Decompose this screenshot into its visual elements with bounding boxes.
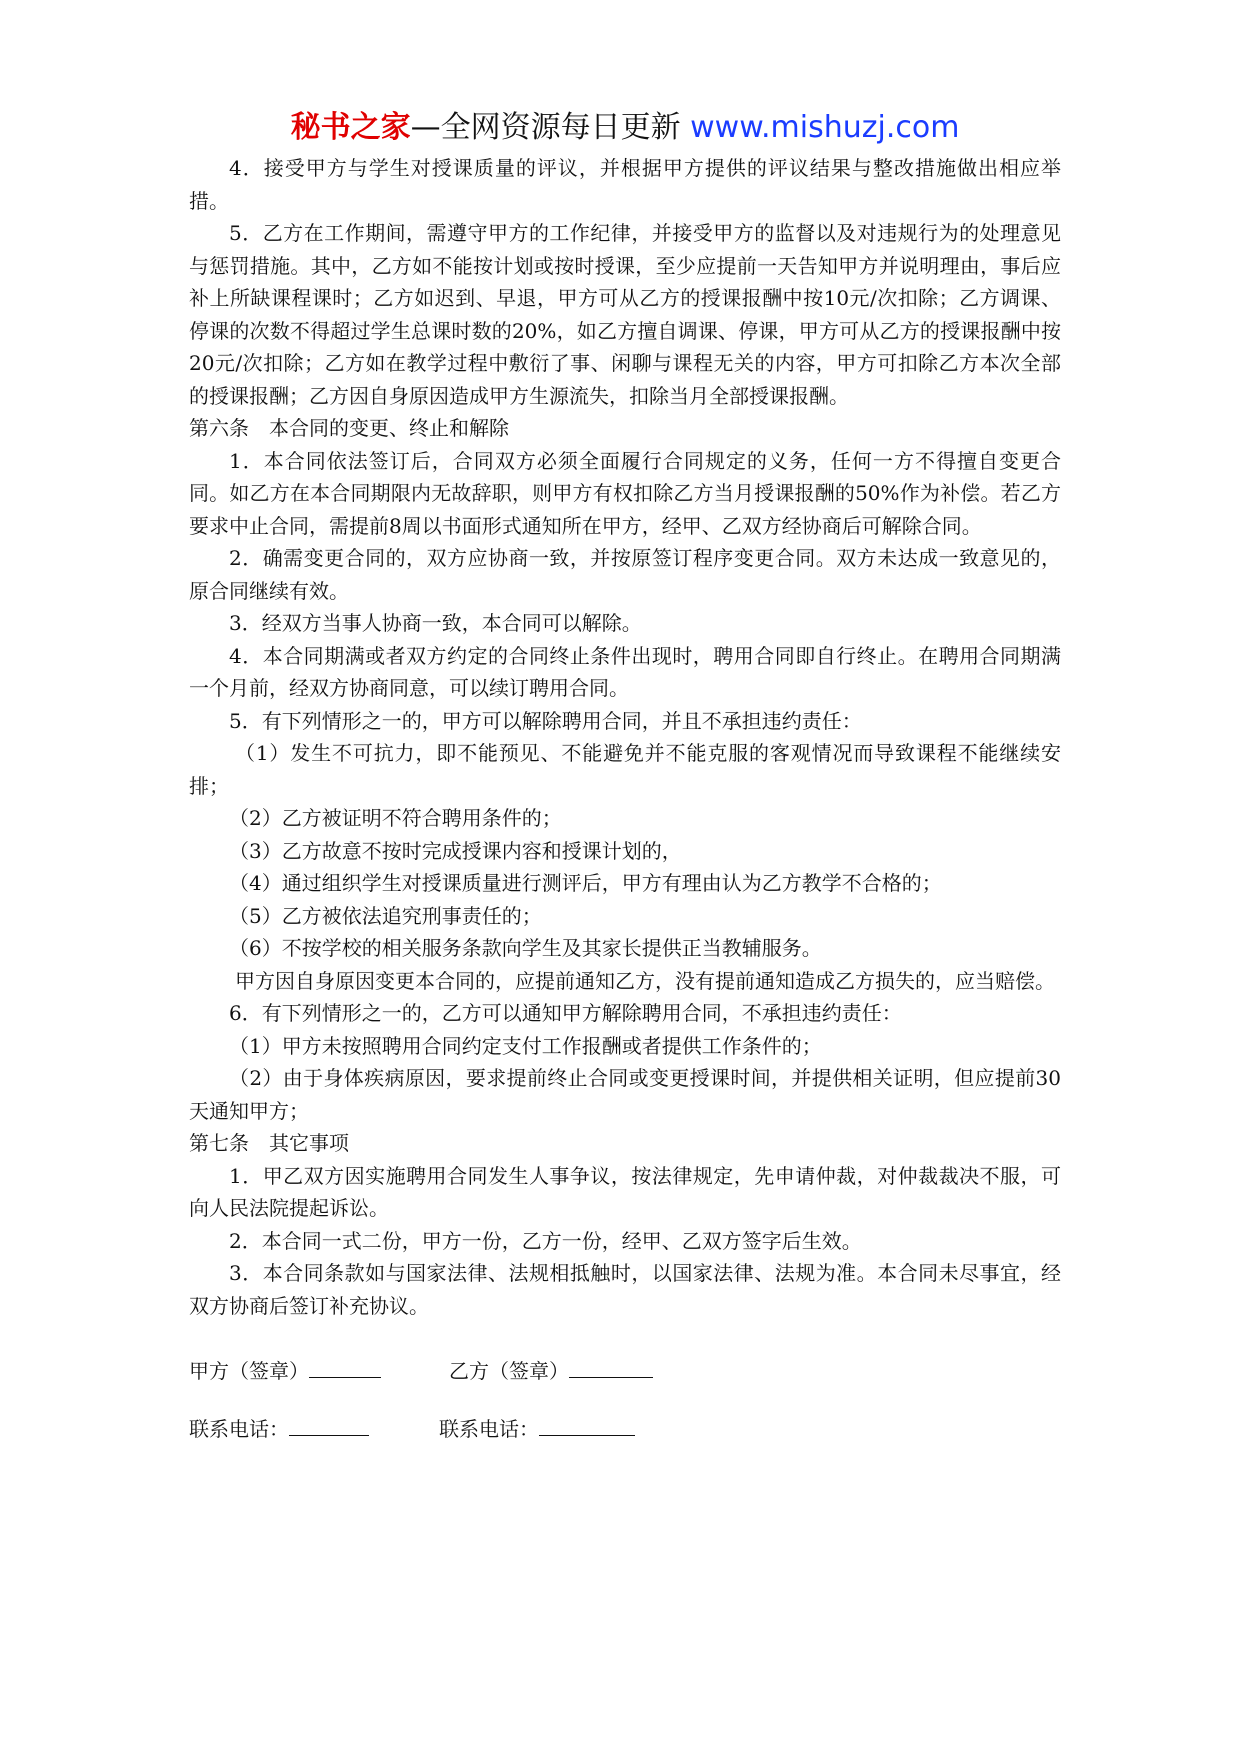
contract-paragraph: 5．乙方在工作期间，需遵守甲方的工作纪律，并接受甲方的监督以及对违规行为的处理意见与惩罚措施。其中，乙方如不能按计划或按时授课，至少应提前一天告知甲方并说明理由，事后应补上所缺课程课时；乙方如迟到、早退，甲方可从乙方的授课报酬中按10元/次扣除；乙方调课、停课的次数不得超过学生总课时数的20%，如乙方擅自调课、停课，甲方可从乙方的授课报酬中按20元/次扣除；乙方如在教学过程中敷衍了事、闲聊与课程无关的内容，甲方可扣除乙方本次全部的授课报酬；乙方因自身原因造成甲方生源流失，扣除当月全部授课报酬。 bbox=[189, 221, 1061, 408]
party-a-phone-label: 联系电话： bbox=[189, 1417, 289, 1441]
section-heading: 第七条 其它事项 bbox=[189, 1131, 349, 1155]
contract-paragraph: 6．有下列情形之一的，乙方可以通知甲方解除聘用合同，不承担违约责任： bbox=[229, 1001, 902, 1025]
party-a-phone bbox=[189, 1413, 369, 1445]
party-a-label: 甲方（签章） bbox=[189, 1359, 309, 1383]
party-b-phone-blank bbox=[539, 1413, 635, 1436]
brand-name: 秘书之家 bbox=[290, 110, 411, 145]
contract-paragraph: （1）发生不可抗力，即不能预见、不能避免并不能克服的客观情况而导致课程不能继续安排； bbox=[189, 741, 1061, 798]
contract-paragraph: 4．接受甲方与学生对授课质量的评议，并根据甲方提供的评议结果与整改措施做出相应举措。 bbox=[189, 156, 1061, 213]
contract-paragraph: （3）乙方故意不按时完成授课内容和授课计划的， bbox=[229, 838, 682, 863]
contract-paragraph: （1）甲方未按照聘用合同约定支付工作报酬或者提供工作条件的； bbox=[229, 1033, 822, 1058]
party-a-phone-blank bbox=[289, 1413, 369, 1436]
section-heading: 第六条 本合同的变更、终止和解除 bbox=[189, 416, 509, 440]
contract-paragraph: （6）不按学校的相关服务条款向学生及其家长提供正当教辅服务。 bbox=[229, 936, 822, 960]
contract-paragraph: （2）由于身体疾病原因，要求提前终止合同或变更授课时间，并提供相关证明，但应提前30天通知甲方； bbox=[189, 1066, 1061, 1123]
contract-paragraph: 2．本合同一式二份，甲方一份，乙方一份，经甲、乙双方签字后生效。 bbox=[229, 1228, 862, 1253]
contract-paragraph: 甲方因自身原因变更本合同的，应提前通知乙方，没有提前通知造成乙方损失的，应当赔偿。 bbox=[235, 968, 1055, 993]
party-b-phone-label: 联系电话： bbox=[439, 1417, 539, 1441]
contract-paragraph: 2．确需变更合同的，双方应协商一致，并按原签订程序变更合同。双方未达成一致意见的，原合同继续有效。 bbox=[189, 546, 1061, 603]
party-b-phone bbox=[439, 1413, 635, 1445]
contract-paragraph: 5．有下列情形之一的，甲方可以解除聘用合同，并且不承担违约责任： bbox=[229, 708, 862, 733]
site-url[interactable]: www.mishuzj.com bbox=[690, 110, 960, 145]
site-header bbox=[189, 108, 1061, 152]
contract-paragraph: 1．甲乙双方因实施聘用合同发生人事争议，按法律规定，先申请仲裁，对仲裁裁决不服，可向人民法院提起诉讼。 bbox=[189, 1163, 1061, 1220]
tagline: —全网资源每日更新 bbox=[410, 110, 691, 145]
contract-paragraph: 4．本合同期满或者双方约定的合同终止条件出现时，聘用合同即自行终止。在聘用合同期满一个月前，经双方协商同意，可以续订聘用合同。 bbox=[189, 643, 1061, 700]
contract-paragraph: （5）乙方被依法追究刑事责任的； bbox=[229, 903, 542, 928]
contract-paragraph: 3．本合同条款如与国家法律、法规相抵触时，以国家法律、法规为准。本合同未尽事宜，经双方协商后签订补充协议。 bbox=[189, 1261, 1061, 1318]
signature-block bbox=[189, 1355, 1061, 1445]
signature-row bbox=[189, 1355, 1061, 1387]
party-a-blank bbox=[309, 1355, 381, 1378]
party-b-signature bbox=[449, 1355, 653, 1387]
contract-paragraph: （4）通过组织学生对授课质量进行测评后，甲方有理由认为乙方教学不合格的； bbox=[229, 871, 942, 895]
document-page bbox=[189, 108, 1061, 1445]
party-a-signature bbox=[189, 1355, 381, 1387]
party-b-label: 乙方（签章） bbox=[449, 1359, 569, 1383]
contract-body bbox=[189, 152, 1061, 1322]
contract-paragraph: 3．经双方当事人协商一致，本合同可以解除。 bbox=[229, 611, 642, 635]
contract-paragraph: 1．本合同依法签订后，合同双方必须全面履行合同规定的义务，任何一方不得擅自变更合同。如乙方在本合同期限内无故辞职，则甲方有权扣除乙方当月授课报酬的50%作为补偿。若乙方要求中止合同，需提前8周以书面形式通知所在甲方，经甲、乙双方经协商后可解除合同。 bbox=[189, 448, 1061, 538]
contract-paragraph: （2）乙方被证明不符合聘用条件的； bbox=[229, 806, 562, 830]
party-b-blank bbox=[569, 1355, 653, 1378]
phone-row bbox=[189, 1413, 1061, 1445]
